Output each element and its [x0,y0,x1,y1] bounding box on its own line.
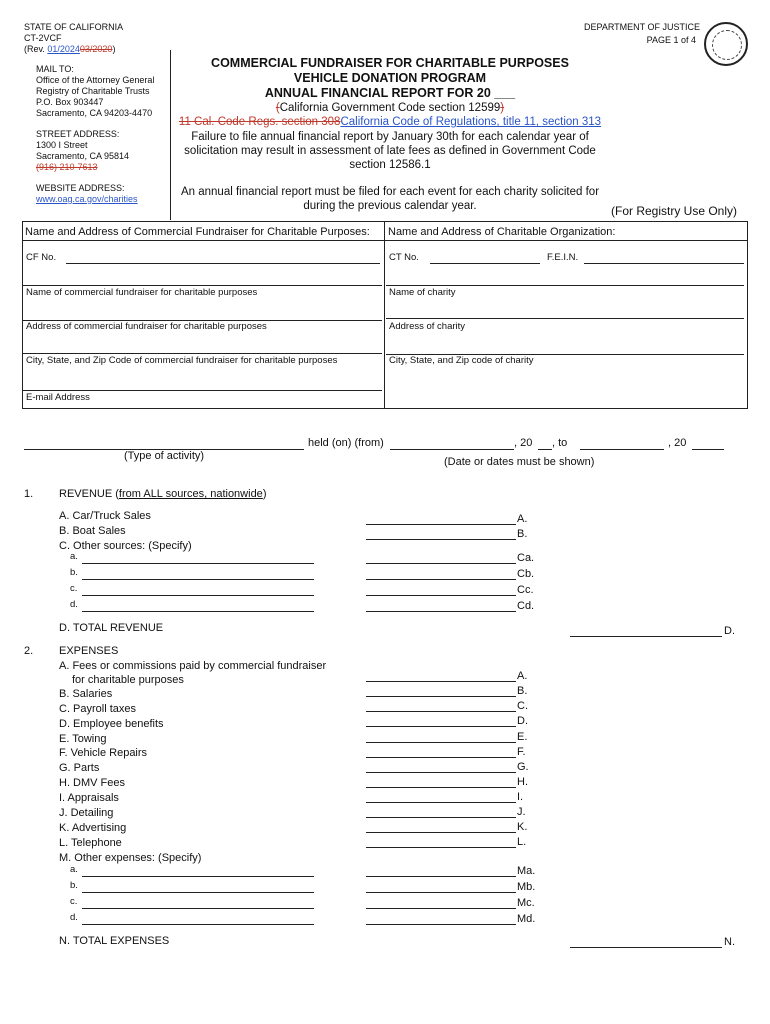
to-date-field[interactable] [580,449,664,450]
annual-notice: An annual financial report must be filed for each event for each charity solicited for during the previous calendar year. [180,186,600,212]
street-line: Sacramento, CA 95814 [36,151,130,161]
expense-other-sub-label: d. [70,912,78,923]
expenses-number: 2. [24,645,34,657]
total-revenue-field[interactable] [570,636,722,637]
address-table [22,221,748,409]
code-citation [160,102,620,114]
expense-marker: J. [517,806,526,818]
revenue-a-field[interactable] [366,524,516,525]
revenue-boat-label: B. Boat Sales [59,525,126,537]
expense-other-desc-field[interactable] [82,908,314,909]
ct-no-field[interactable] [430,263,540,264]
expense-marker: B. [517,685,528,697]
title-line1: COMMERCIAL FUNDRAISER FOR CHARITABLE PURPOSES [211,56,569,70]
revenue-other-desc-field[interactable] [82,563,314,564]
revenue-other-marker: Cc. [517,584,534,596]
revenue-other-amount-field[interactable] [366,611,516,612]
expense-other-amount-field[interactable] [366,876,516,877]
code-text: California Government Code section 12599 [279,102,501,114]
revenue-other-desc-field[interactable] [82,595,314,596]
revenue-title-underlined: from ALL sources, nationwide [118,488,263,500]
expense-amount-field[interactable] [366,832,516,833]
from-date-field[interactable] [390,449,514,450]
page-number: PAGE 1 of 4 [646,35,696,45]
expense-marker: I. [517,791,524,803]
expense-item-label: L. Telephone [59,837,122,849]
rev-old: 03/2020 [79,44,113,54]
revenue-other-marker: Cd. [517,600,535,612]
revenue-title-suffix: ) [262,488,267,500]
expense-amount-field[interactable] [366,802,516,803]
expense-marker: F. [517,746,526,758]
revenue-other-sub-label: c. [70,583,78,594]
expense-marker: H. [517,776,528,788]
mail-line: Registry of Charitable Trusts [36,86,150,96]
ct-no-label: CT No. [389,252,419,263]
expense-amount-field[interactable] [366,847,516,848]
expense-other-desc-field[interactable] [82,924,314,925]
revenue-other-label: C. Other sources: (Specify) [59,540,192,552]
fundraiser-address-label: Address of commercial fundraiser for charitable purposes [26,321,267,332]
fundraiser-city-field[interactable] [22,353,382,354]
expense-amount-field[interactable] [366,742,516,743]
fundraiser-city-label: City, State, and Zip Code of commercial fundraiser for charitable purposes [26,355,338,366]
expense-other-marker: Mb. [517,881,536,893]
table-divider [384,221,385,408]
expense-amount-field[interactable] [366,772,516,773]
street-label: STREET ADDRESS: [36,129,120,139]
revenue-other-sub-label: b. [70,567,78,578]
old-phone: (916) 210-7613 [36,162,98,172]
street-line: 1300 I Street [36,140,88,150]
cf-no-field[interactable] [66,263,380,264]
to-label: , to [552,437,568,449]
expense-item-label: B. Salaries [59,688,113,700]
revenue-title [59,487,266,501]
expense-other-marker: Md. [517,913,536,925]
revenue-other-amount-field[interactable] [366,563,516,564]
street-block [36,129,129,173]
email-field[interactable] [22,390,382,391]
table-rule [22,240,747,241]
expense-other-desc-field[interactable] [82,892,314,893]
year-prefix-2: , 20 [668,437,687,449]
expense-other-amount-field[interactable] [366,892,516,893]
regs-citation [160,116,620,128]
form-title [160,56,620,101]
expense-item-label: J. Detailing [59,807,114,819]
charity-header: Name and Address of Charitable Organization: [388,226,616,238]
revenue-b-marker: B. [517,528,528,540]
date-label: (Date or dates must be shown) [444,456,595,468]
department-label: DEPARTMENT OF JUSTICE [583,22,700,32]
expense-marker: C. [517,700,528,712]
expense-amount-field[interactable] [366,817,516,818]
expense-amount-field[interactable] [366,757,516,758]
expense-item-label: H. DMV Fees [59,777,126,789]
expense-other-marker: Mc. [517,897,535,909]
mail-label: MAIL TO: [36,64,74,74]
expenses-title: EXPENSES [59,645,119,657]
state-seal-icon [704,22,748,66]
expense-other-amount-field[interactable] [366,908,516,909]
expense-amount-field[interactable] [366,711,516,712]
expense-marker: G. [517,761,529,773]
fundraiser-name-field[interactable] [22,285,382,286]
expense-other-marker: Ma. [517,865,536,877]
expense-other-amount-field[interactable] [366,924,516,925]
fein-field[interactable] [584,263,744,264]
revenue-other-amount-field[interactable] [366,595,516,596]
expense-item-label: I. Appraisals [59,792,119,804]
from-year-field[interactable] [538,449,552,450]
fein-label: F.E.I.N. [547,252,579,263]
expense-item-label: for charitable purposes [72,674,184,686]
expense-amount-field[interactable] [366,681,516,682]
mail-line: Office of the Attorney General [36,75,155,85]
charity-address-field[interactable] [386,318,744,319]
mail-block [36,64,154,119]
expense-other-desc-field[interactable] [82,876,314,877]
revenue-other-sub-label: a. [70,551,78,562]
rev-prefix: (Rev. [24,44,45,54]
revenue-a-marker: A. [517,513,528,525]
website-link[interactable]: www.oag.ca.gov/charities [36,194,138,204]
email-label: E-mail Address [26,392,90,403]
revenue-b-field[interactable] [366,539,516,540]
revenue-car-label: A. Car/Truck Sales [59,510,151,522]
fundraiser-header: Name and Address of Commercial Fundraiser for Charitable Purposes: [25,226,370,238]
expense-item-label: K. Advertising [59,822,127,834]
expense-item-label: C. Payroll taxes [59,703,137,715]
expense-marker: D. [517,715,528,727]
revenue-other-desc-field[interactable] [82,611,314,612]
code-open: ( [275,102,280,114]
expense-marker: L. [517,836,527,848]
expense-item-label: D. Employee benefits [59,718,164,730]
revenue-other-marker: Cb. [517,568,535,580]
expense-amount-field[interactable] [366,787,516,788]
code-close: ) [500,102,505,114]
website-block [36,183,138,205]
held-label: held (on) (from) [308,437,384,449]
rev-suffix: ) [112,44,116,54]
expense-item-label: F. Vehicle Repairs [59,747,148,759]
expense-marker: K. [517,821,528,833]
total-revenue-marker: D. [724,625,735,637]
activity-type-label: (Type of activity) [124,450,205,462]
revenue-other-desc-field[interactable] [82,579,314,580]
expense-item-label: G. Parts [59,762,100,774]
total-expenses-label: N. TOTAL EXPENSES [59,935,170,947]
total-revenue-label: D. TOTAL REVENUE [59,622,164,634]
mail-line: Sacramento, CA 94203-4470 [36,108,153,118]
expense-other-sub-label: c. [70,896,78,907]
charity-address-label: Address of charity [389,321,466,332]
charity-name-field[interactable] [386,285,744,286]
rev-new: 01/2024 [47,44,80,54]
revision [24,44,115,55]
regs-old: 11 Cal. Code Regs. section 308 [178,116,341,128]
charity-city-label: City, State, and Zip code of charity [389,355,534,366]
expense-amount-field[interactable] [366,696,516,697]
form-id: CT-2VCF [24,33,62,43]
regs-new: California Code of Regulations, title 11, section 313 [340,116,602,128]
title-line2: VEHICLE DONATION PROGRAM [293,71,487,85]
website-label: WEBSITE ADDRESS: [36,183,125,193]
failure-notice: Failure to file annual financial report by January 30th for each calendar year of solicitation may result in assessment of late fees as defined in Government Code section 12586.1 [184,131,596,171]
revenue-title-prefix: REVENUE ( [59,488,119,500]
fundraiser-name-label: Name of commercial fundraiser for charitable purposes [26,287,258,298]
total-expenses-field[interactable] [570,947,722,948]
registry-use: (For Registry Use Only) [611,204,738,218]
revenue-other-marker: Ca. [517,552,535,564]
cf-no-label: CF No. [26,252,57,263]
year-prefix: , 20 [514,437,533,449]
state-label: STATE OF CALIFORNIA [24,22,124,32]
total-expenses-marker: N. [724,936,735,948]
expense-amount-field[interactable] [366,726,516,727]
expense-marker: E. [517,731,528,743]
title-line3: ANNUAL FINANCIAL REPORT FOR 20 ___ [264,86,516,100]
expense-item-label: A. Fees or commissions paid by commercial fundraiser [59,660,327,672]
expense-item-label: E. Towing [59,733,107,745]
expense-marker: A. [517,670,528,682]
expense-item-label: M. Other expenses: (Specify) [59,852,202,864]
revenue-other-amount-field[interactable] [366,579,516,580]
revenue-number: 1. [24,488,34,500]
charity-name-label: Name of charity [389,287,456,298]
expense-other-sub-label: b. [70,880,78,891]
to-year-field[interactable] [692,449,724,450]
mail-line: P.O. Box 903447 [36,97,104,107]
revenue-other-sub-label: d. [70,599,78,610]
expense-other-sub-label: a. [70,864,78,875]
